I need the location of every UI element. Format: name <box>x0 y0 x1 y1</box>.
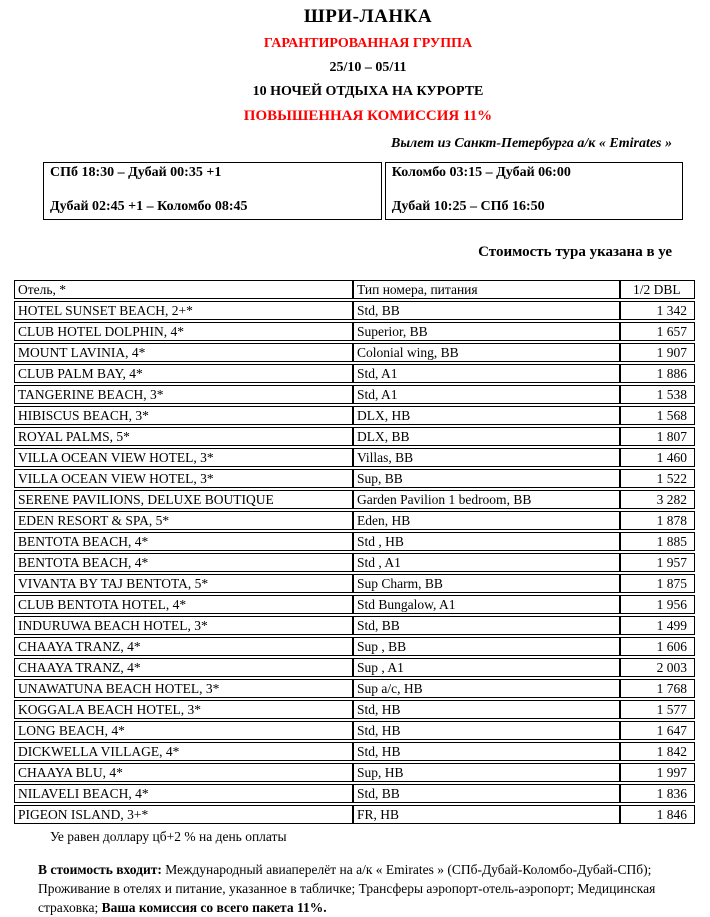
hotel-name-cell: KOGGALA BEACH HOTEL, 3* <box>14 700 353 719</box>
return-leg-1: Коломбо 03:15 – Дубай 06:00 <box>391 165 571 180</box>
hotel-name-cell: BENTOTA BEACH, 4* <box>14 553 353 572</box>
hotel-name-cell: TANGERINE BEACH, 3* <box>14 385 353 404</box>
price-currency-note: Стоимость тура указана в уе <box>478 244 672 260</box>
return-leg-2: Дубай 10:25 – СПб 16:50 <box>391 199 545 214</box>
price-cell: 1 907 <box>620 343 695 362</box>
outbound-leg-1: СПб 18:30 – Дубай 00:35 +1 <box>50 165 222 180</box>
hotel-name-cell: CLUB BENTOTA HOTEL, 4* <box>14 595 353 614</box>
hotel-table-row <box>14 511 695 530</box>
document-page <box>0 6 710 915</box>
price-cell: 1 957 <box>620 553 695 572</box>
price-cell: 1 568 <box>620 406 695 425</box>
included-services-paragraph <box>38 860 683 917</box>
hotel-table-row <box>14 490 695 509</box>
outbound-leg-2: Дубай 02:45 +1 – Коломбо 08:45 <box>50 199 248 214</box>
price-cell: 1 842 <box>620 742 695 761</box>
hotel-name-cell: INDURUWA BEACH HOTEL, 3* <box>14 616 353 635</box>
price-cell: 1 846 <box>620 805 695 824</box>
hotel-price-table <box>14 278 695 826</box>
price-cell: 1 522 <box>620 469 695 488</box>
page-title: ШРИ-ЛАНКА <box>303 6 433 27</box>
hotel-name-cell: LONG BEACH, 4* <box>14 721 353 740</box>
hotel-table-row <box>14 721 695 740</box>
room-type-cell: Colonial wing, BB <box>353 343 620 362</box>
room-column-header: Тип номера, питания <box>353 280 620 299</box>
room-type-cell: Std , HB <box>353 532 620 551</box>
hotel-name-cell: CHAAYA TRANZ, 4* <box>14 637 353 656</box>
flight-schedule-row <box>43 162 683 220</box>
price-cell: 1 342 <box>620 301 695 320</box>
hotel-name-cell: NILAVELI BEACH, 4* <box>14 784 353 803</box>
hotel-table-row <box>14 805 695 824</box>
room-type-cell: Std, BB <box>353 301 620 320</box>
room-type-cell: Sup Charm, BB <box>353 574 620 593</box>
hotel-table-row <box>14 343 695 362</box>
hotel-table-row <box>14 385 695 404</box>
hotel-table-body <box>14 280 695 824</box>
hotel-table-row <box>14 406 695 425</box>
document-header <box>26 6 710 125</box>
hotel-table-row <box>14 616 695 635</box>
hotel-name-cell: HOTEL SUNSET BEACH, 2+* <box>14 301 353 320</box>
flight-schedule-table <box>40 159 686 223</box>
price-cell: 1 956 <box>620 595 695 614</box>
hotel-name-cell: CHAAYA BLU, 4* <box>14 763 353 782</box>
included-text: Международный авиаперелёт на а/к « Emirates » (СПб-Дубай-Коломбо-Дубай-СПб); Проживание в отелях и питание, указанное в табличке; Трансферы аэропорт-отель-аэропорт; Медицинская страховка; <box>38 862 656 915</box>
room-type-cell: Garden Pavilion 1 bedroom, BB <box>353 490 620 509</box>
room-type-cell: Std, HB <box>353 700 620 719</box>
hotel-table-row <box>14 574 695 593</box>
price-cell: 1 499 <box>620 616 695 635</box>
price-cell: 1 647 <box>620 721 695 740</box>
room-type-cell: Superior, BB <box>353 322 620 341</box>
price-cell: 1 768 <box>620 679 695 698</box>
price-cell: 1 885 <box>620 532 695 551</box>
hotel-name-cell: VILLA OCEAN VIEW HOTEL, 3* <box>14 448 353 467</box>
price-cell: 1 460 <box>620 448 695 467</box>
hotel-name-cell: SERENE PAVILIONS, DELUXE BOUTIQUE <box>14 490 353 509</box>
hotel-name-cell: DICKWELLA VILLAGE, 4* <box>14 742 353 761</box>
hotel-name-cell: VILLA OCEAN VIEW HOTEL, 3* <box>14 469 353 488</box>
return-flights-cell <box>385 162 683 220</box>
price-cell: 1 577 <box>620 700 695 719</box>
room-type-cell: Std, BB <box>353 616 620 635</box>
room-type-cell: Std , A1 <box>353 553 620 572</box>
room-type-cell: Std, A1 <box>353 385 620 404</box>
hotel-name-cell: HIBISCUS BEACH, 3* <box>14 406 353 425</box>
hotel-table-row <box>14 469 695 488</box>
included-label: В стоимость входит: <box>38 862 162 877</box>
agent-commission-note: Ваша комиссия со всего пакета 11%. <box>101 900 327 915</box>
room-type-cell: Sup , BB <box>353 637 620 656</box>
hotel-name-cell: VIVANTA BY TAJ BENTOTA, 5* <box>14 574 353 593</box>
room-type-cell: Std, BB <box>353 784 620 803</box>
price-cell: 1 878 <box>620 511 695 530</box>
hotel-name-cell: UNAWATUNA BEACH HOTEL, 3* <box>14 679 353 698</box>
hotel-table-row <box>14 427 695 446</box>
hotel-name-cell: CLUB HOTEL DOLPHIN, 4* <box>14 322 353 341</box>
price-column-header: 1/2 DBL <box>620 280 695 299</box>
hotel-table-row <box>14 301 695 320</box>
hotel-table-row <box>14 448 695 467</box>
hotel-name-cell: BENTOTA BEACH, 4* <box>14 532 353 551</box>
hotel-name-cell: ROYAL PALMS, 5* <box>14 427 353 446</box>
room-type-cell: Sup, HB <box>353 763 620 782</box>
hotel-table-row <box>14 784 695 803</box>
hotel-table-row <box>14 700 695 719</box>
hotel-table-row <box>14 532 695 551</box>
hotel-table-row <box>14 595 695 614</box>
hotel-column-header: Отель, * <box>14 280 353 299</box>
nights-line: 10 НОЧЕЙ ОТДЫХА НА КУРОРТЕ <box>252 84 484 99</box>
commission-line: ПОВЫШЕННАЯ КОМИССИЯ 11% <box>243 108 493 124</box>
price-cell: 2 003 <box>620 658 695 677</box>
room-type-cell: Sup , A1 <box>353 658 620 677</box>
room-type-cell: Std Bungalow, A1 <box>353 595 620 614</box>
hotel-name-cell: PIGEON ISLAND, 3+* <box>14 805 353 824</box>
hotel-table-row <box>14 679 695 698</box>
price-cell: 1 538 <box>620 385 695 404</box>
room-type-cell: DLX, HB <box>353 406 620 425</box>
outbound-flights-cell <box>43 162 382 220</box>
price-cell: 1 807 <box>620 427 695 446</box>
hotel-table-row <box>14 364 695 383</box>
room-type-cell: Villas, BB <box>353 448 620 467</box>
departure-note: Вылет из Санкт-Петербурга а/к « Emirates » <box>390 136 672 151</box>
room-type-cell: Std, A1 <box>353 364 620 383</box>
price-cell: 1 997 <box>620 763 695 782</box>
hotel-name-cell: MOUNT LAVINIA, 4* <box>14 343 353 362</box>
room-type-cell: Eden, HB <box>353 511 620 530</box>
price-cell: 1 657 <box>620 322 695 341</box>
hotel-table-row <box>14 322 695 341</box>
room-type-cell: Sup a/c, HB <box>353 679 620 698</box>
room-type-cell: DLX, BB <box>353 427 620 446</box>
price-cell: 3 282 <box>620 490 695 509</box>
hotel-name-cell: CHAAYA TRANZ, 4* <box>14 658 353 677</box>
hotel-name-cell: EDEN RESORT & SPA, 5* <box>14 511 353 530</box>
hotel-table-header-row <box>14 280 695 299</box>
room-type-cell: Std, HB <box>353 742 620 761</box>
hotel-table-row <box>14 742 695 761</box>
exchange-rate-note: Уе равен доллару цб+2 % на день оплаты <box>50 829 287 844</box>
price-cell: 1 606 <box>620 637 695 656</box>
room-type-cell: Sup, BB <box>353 469 620 488</box>
price-cell: 1 886 <box>620 364 695 383</box>
room-type-cell: Std, HB <box>353 721 620 740</box>
hotel-name-cell: CLUB PALM BAY, 4* <box>14 364 353 383</box>
room-type-cell: FR, HB <box>353 805 620 824</box>
hotel-table-row <box>14 763 695 782</box>
price-cell: 1 836 <box>620 784 695 803</box>
hotel-table-row <box>14 658 695 677</box>
tour-dates: 25/10 – 05/11 <box>329 60 407 75</box>
hotel-table-row <box>14 553 695 572</box>
guaranteed-group-line: ГАРАНТИРОВАННАЯ ГРУППА <box>263 36 473 51</box>
hotel-table-row <box>14 637 695 656</box>
price-cell: 1 875 <box>620 574 695 593</box>
